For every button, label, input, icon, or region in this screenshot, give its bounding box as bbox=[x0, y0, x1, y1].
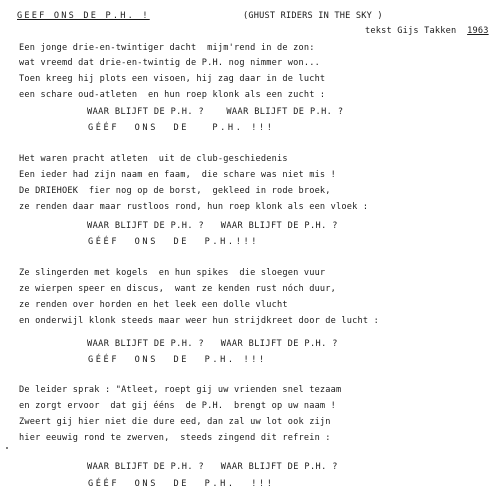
scan-speck bbox=[6, 447, 8, 449]
stanza-line: en onderwijl klonk steeds maar weer hun strijdkreet door de lucht : bbox=[19, 316, 380, 326]
stanza-line: Het waren pracht atleten uit de club-geschiedenis bbox=[19, 154, 288, 164]
refrain-line-1: WAAR BLIJFT DE P.H. ? WAAR BLIJFT DE P.H. ? bbox=[87, 462, 338, 472]
stanza-line: Ze slingerden met kogels en hun spikes die sloegen vuur bbox=[19, 268, 326, 278]
author-credit-line bbox=[365, 25, 489, 37]
song-subtitle: (GHUST RIDERS IN THE SKY ) bbox=[243, 11, 383, 21]
stanza-line: een schare oud-atleten en hun roep klonk als een zucht : bbox=[19, 90, 326, 100]
stanza-line: ze renden daar maar rustloos rond, hun roep klonk als een vloek : bbox=[19, 202, 369, 212]
stanza-line: hier eeuwig rond te zwerven, steeds zingend dit refrein : bbox=[19, 433, 331, 443]
refrain-line-2: GÉÉF ONS DE P.H. !!! bbox=[88, 355, 267, 365]
stanza-line: De leider sprak : "Atleet, roept gij uw vrienden snel tezaam bbox=[19, 385, 342, 395]
stanza-line: Een ieder had zijn naam en faam, die schare was niet mis ! bbox=[19, 170, 337, 180]
refrain-line-2: GÉÉF ONS DE P.H. !!! bbox=[88, 479, 275, 489]
stanza-line: ze wierpen speer en discus, want ze kenden rust nóch duur, bbox=[19, 284, 337, 294]
stanza-line: Toen kreeg hij plots een visoen, hij zag daar in de lucht bbox=[19, 74, 326, 84]
stanza-line: en zorgt ervoor dat gij ééns de P.H. brengt op uw naam ! bbox=[19, 401, 337, 411]
credit-year: 1963 bbox=[467, 26, 489, 36]
stanza-line: wat vreemd dat drie-en-twintig de P.H. nog nimmer won... bbox=[19, 58, 320, 68]
refrain-line-2: GÉÉF ONS DE P.H.!!! bbox=[88, 237, 260, 247]
refrain-line-1: WAAR BLIJFT DE P.H. ? WAAR BLIJFT DE P.H. ? bbox=[87, 221, 338, 231]
author-credit: tekst Gijs Takken bbox=[365, 26, 457, 36]
stanza-line: Een jonge drie-en-twintiger dacht mijm'rend in de zon: bbox=[19, 43, 315, 53]
refrain-line-1: WAAR BLIJFT DE P.H. ? WAAR BLIJFT DE P.H. ? bbox=[87, 339, 338, 349]
stanza-line: ze renden over horden en het leek een dolle vlucht bbox=[19, 300, 288, 310]
song-title: GEEF ONS DE P.H. ! bbox=[17, 11, 150, 21]
stanza-line: Zweert gij hier niet die dure eed, dan zal uw lot ook zijn bbox=[19, 417, 331, 427]
refrain-line-1: WAAR BLIJFT DE P.H. ? WAAR BLIJFT DE P.H. ? bbox=[87, 107, 344, 117]
refrain-line-2: GÉÉF ONS DE P.H. !!! bbox=[88, 123, 275, 133]
stanza-line: De DRIEHOEK fier nog op de borst, gekleed in rode broek, bbox=[19, 186, 331, 196]
